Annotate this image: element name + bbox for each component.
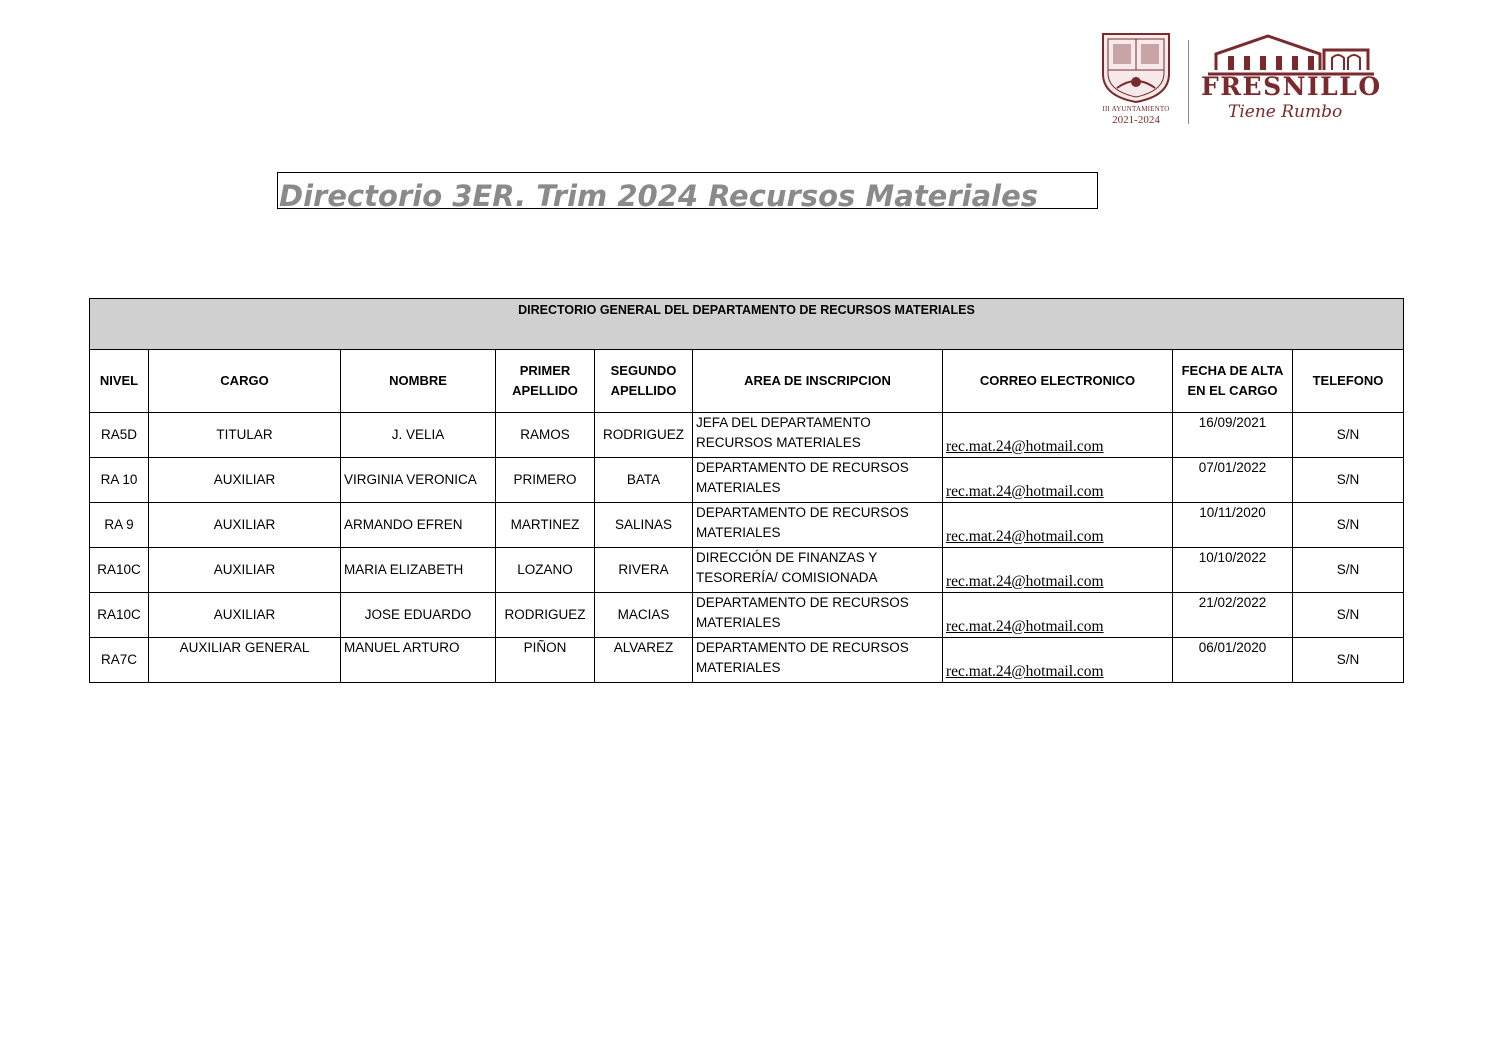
- document-title: Directorio 3ER. Trim 2024 Recursos Materiales: [277, 172, 1098, 209]
- seal-years: 2021-2024: [1112, 114, 1160, 126]
- table-row: [90, 458, 1404, 503]
- cell-telefono: S/N: [1293, 413, 1404, 458]
- cell-nivel: RA 10: [90, 458, 149, 503]
- cell-segundo-apellido: MACIAS: [595, 593, 693, 638]
- cell-fecha: 07/01/2022: [1173, 458, 1293, 503]
- cell-fecha: 21/02/2022: [1173, 593, 1293, 638]
- header-correo: CORREO ELECTRONICO: [943, 350, 1173, 413]
- table-row: [90, 593, 1404, 638]
- logo-divider: [1188, 40, 1189, 124]
- cell-telefono: S/N: [1293, 593, 1404, 638]
- cell-primer-apellido: RAMOS: [496, 413, 595, 458]
- header-cargo: CARGO: [149, 350, 341, 413]
- cell-cargo: AUXILIAR: [149, 503, 341, 548]
- cell-email-link[interactable]: rec.mat.24@hotmail.com: [943, 503, 1173, 548]
- cell-segundo-apellido: BATA: [595, 458, 693, 503]
- brand-name: FRESNILLO: [1201, 72, 1382, 101]
- ayuntamiento-seal: [1095, 30, 1177, 128]
- cell-telefono: S/N: [1293, 548, 1404, 593]
- cell-fecha: 16/09/2021: [1173, 413, 1293, 458]
- directory-table: [89, 298, 1404, 683]
- cell-nombre: VIRGINIA VERONICA: [341, 458, 496, 503]
- table-row: [90, 413, 1404, 458]
- cell-nivel: RA10C: [90, 593, 149, 638]
- cell-cargo: AUXILIAR: [149, 458, 341, 503]
- cell-email-link[interactable]: rec.mat.24@hotmail.com: [943, 548, 1173, 593]
- table-caption: DIRECTORIO GENERAL DEL DEPARTAMENTO DE RECURSOS MATERIALES: [90, 299, 1404, 350]
- cell-area: DIRECCIÓN DE FINANZAS Y TESORERÍA/ COMISIONADA: [693, 548, 943, 593]
- cell-fecha: 06/01/2020: [1173, 638, 1293, 683]
- header-primer-apellido: PRIMER APELLIDO: [496, 350, 595, 413]
- cell-email-link[interactable]: rec.mat.24@hotmail.com: [943, 593, 1173, 638]
- cell-primer-apellido: PRIMERO: [496, 458, 595, 503]
- cell-telefono: S/N: [1293, 458, 1404, 503]
- cell-area: DEPARTAMENTO DE RECURSOS MATERIALES: [693, 503, 943, 548]
- cell-email-link[interactable]: rec.mat.24@hotmail.com: [943, 638, 1173, 683]
- cell-nivel: RA5D: [90, 413, 149, 458]
- cell-segundo-apellido: RIVERA: [595, 548, 693, 593]
- cell-nivel: RA10C: [90, 548, 149, 593]
- cell-segundo-apellido: SALINAS: [595, 503, 693, 548]
- cell-nombre: ARMANDO EFREN: [341, 503, 496, 548]
- cell-email-link[interactable]: rec.mat.24@hotmail.com: [943, 413, 1173, 458]
- cell-fecha: 10/11/2020: [1173, 503, 1293, 548]
- cell-primer-apellido: LOZANO: [496, 548, 595, 593]
- seal-caption: III AYUNTAMIENTO: [1102, 105, 1170, 113]
- cell-email-link[interactable]: rec.mat.24@hotmail.com: [943, 458, 1173, 503]
- header-telefono: TELEFONO: [1293, 350, 1404, 413]
- header-segundo-apellido: SEGUNDO APELLIDO: [595, 350, 693, 413]
- cell-nivel: RA7C: [90, 638, 149, 683]
- cell-segundo-apellido: RODRIGUEZ: [595, 413, 693, 458]
- cell-area: JEFA DEL DEPARTAMENTO RECURSOS MATERIALES: [693, 413, 943, 458]
- landmark-skyline-icon: [1198, 30, 1378, 78]
- table-row: [90, 503, 1404, 548]
- cell-cargo: AUXILIAR: [149, 548, 341, 593]
- cell-primer-apellido: RODRIGUEZ: [496, 593, 595, 638]
- table-row: [90, 548, 1404, 593]
- cell-nivel: RA 9: [90, 503, 149, 548]
- header-nombre: NOMBRE: [341, 350, 496, 413]
- cell-nombre: MARIA ELIZABETH: [341, 548, 496, 593]
- cell-telefono: S/N: [1293, 638, 1404, 683]
- cell-area: DEPARTAMENTO DE RECURSOS MATERIALES: [693, 638, 943, 683]
- header-fecha: FECHA DE ALTA EN EL CARGO: [1173, 350, 1293, 413]
- cell-nombre: MANUEL ARTURO: [341, 638, 496, 683]
- coat-of-arms-icon: [1095, 30, 1177, 104]
- cell-area: DEPARTAMENTO DE RECURSOS MATERIALES: [693, 593, 943, 638]
- table-header-row: [90, 350, 1404, 413]
- cell-cargo: AUXILIAR: [149, 593, 341, 638]
- cell-nombre: JOSE EDUARDO: [341, 593, 496, 638]
- cell-segundo-apellido: ALVAREZ: [595, 638, 693, 683]
- cell-fecha: 10/10/2022: [1173, 548, 1293, 593]
- cell-cargo: AUXILIAR GENERAL: [149, 638, 341, 683]
- brand-slogan: Tiene Rumbo: [1228, 102, 1343, 122]
- cell-primer-apellido: MARTINEZ: [496, 503, 595, 548]
- cell-telefono: S/N: [1293, 503, 1404, 548]
- table-row: [90, 638, 1404, 683]
- cell-cargo: TITULAR: [149, 413, 341, 458]
- municipal-logo: [1095, 30, 1385, 130]
- header-nivel: NIVEL: [90, 350, 149, 413]
- header-area: AREA DE INSCRIPCION: [693, 350, 943, 413]
- cell-area: DEPARTAMENTO DE RECURSOS MATERIALES: [693, 458, 943, 503]
- cell-primer-apellido: PIÑON: [496, 638, 595, 683]
- cell-nombre: J. VELIA: [341, 413, 496, 458]
